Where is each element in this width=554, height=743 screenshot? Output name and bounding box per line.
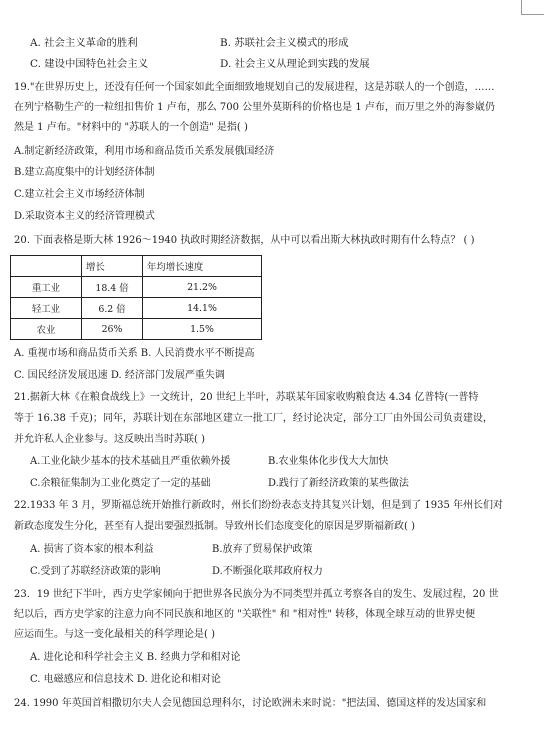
q18-option-d: D. 社会主义从理论到实践的发展	[220, 58, 370, 70]
q22-option-c: C.受到了苏联经济政策的影响	[30, 566, 161, 577]
table-header-cell: 年均增长速度	[143, 256, 262, 277]
table-cell: 重工业	[11, 277, 82, 298]
q19-stem-line2: 在列宁格勒生产的一粒纽扣售价 1 卢布，那么 700 公里外莫斯科的价格也是 1 卢布，而万里之外的海参崴仍	[14, 102, 495, 113]
q21-option-b: B.农业集体化步伐大大加快	[268, 456, 389, 467]
q19-option-a: A.制定新经济政策，利用市场和商品货币关系发展俄国经济	[14, 146, 275, 157]
q19-option-d: D.采取资本主义的经济管理模式	[14, 211, 155, 222]
table-row	[11, 277, 262, 298]
table-cell: 21.2%	[143, 277, 262, 298]
economic-data-table	[10, 255, 262, 340]
q21-option-c: C.余粮征集制为工业化奠定了一定的基础	[30, 478, 211, 489]
table-cell: 轻工业	[11, 298, 82, 319]
table-cell: 18.4 倍	[82, 277, 143, 298]
q22-stem-line1: 22.1933 年 3 月，罗斯福总统开始推行新政时，州长们纷纷表态支持其复兴计划，但是到了 1935 年州长们对	[14, 500, 504, 511]
q22-option-b: B.放弃了贸易保护政策	[212, 544, 313, 555]
q22-stem-line2: 新政态度发生分化，甚至有人提出要强烈抵制。导致州长们态度变化的原因是罗斯福新政( )	[14, 521, 415, 532]
q21-stem-line1: 21.据新大林《在粮食战线上》一文统计，20 世纪上半叶，苏联某年国家收购粮食达 4.34 亿普特(一普特	[14, 392, 479, 403]
q21-option-a: A.工业化缺少基本的技术基础且严重依赖外援	[30, 456, 231, 467]
q21-stem-line2: 等于 16.38 千克)；同年，苏联计划在东部地区建立一批工厂，经讨论决定，部分工厂由外国公司负责建设，	[14, 413, 493, 424]
q18-option-b: B. 苏联社会主义模式的形成	[220, 37, 349, 49]
q18-option-a: A. 社会主义革命的胜利	[30, 37, 138, 49]
table-cell: 14.1%	[143, 298, 262, 319]
q23-stem-line2: 纪以后，西方史学家的注意力向不同民族和地区的 "关联性" 和 "相对性" 转移，体现全球互动的世界史便	[14, 609, 476, 620]
q18-option-c: C. 建设中国特色社会主义	[30, 58, 149, 70]
table-row	[11, 319, 262, 340]
q23-stem-line3: 应运而生。与这一变化最相关的科学理论是( )	[14, 629, 215, 640]
table-cell: 1.5%	[143, 319, 262, 340]
q19-stem-line1: 19."在世界历史上，还没有任何一个国家如此全面细致地规划自己的发展进程，这是苏联人的一个创造，……	[14, 82, 495, 93]
q22-option-a: A. 损害了资本家的根本利益	[30, 544, 154, 555]
q23-options-cd: C. 电磁感应和信息技术 D. 进化论和相对论	[30, 674, 221, 685]
table-row	[11, 298, 262, 319]
q21-option-d: D.践行了新经济政策的某些做法	[268, 478, 409, 489]
table-cell: 农业	[11, 319, 82, 340]
table-cell: 6.2 倍	[82, 298, 143, 319]
q23-stem-line1: 23．19 世纪下半叶，西方史学家倾向于把世界各民族分为不同类型并孤立考察各自的发生、发展过程，20 世	[14, 589, 499, 600]
q20-stem: 20. 下面表格是斯大林 1926～1940 执政时期经济数据，从中可以看出斯大林执政时期有什么特点？ ( )	[14, 235, 475, 246]
table-header-cell	[11, 256, 82, 277]
q21-stem-line3: 并允许私人企业参与。这反映出当时苏联( )	[14, 434, 205, 445]
q19-stem-line3: 然是 1 卢布。"材料中的 "苏联人的一个创造" 是指( )	[14, 122, 248, 133]
page-corner-mark	[521, 0, 544, 15]
q20-options-cd: C. 国民经济发展迅速 D. 经济部门发展严重失调	[14, 370, 225, 381]
q23-options-ab: A. 进化论和科学社会主义 B. 经典力学和相对论	[30, 652, 241, 663]
table-cell: 26%	[82, 319, 143, 340]
q22-option-d: D.不断强化联邦政府权力	[212, 566, 323, 577]
q24-stem: 24. 1990 年英国首相撒切尔夫人会见德国总理科尔，讨论欧洲未来时说："把法国、德国这样的发达国家和	[14, 698, 487, 709]
q19-option-b: B.建立高度集中的计划经济体制	[14, 167, 155, 178]
table-header-cell: 增长	[82, 256, 143, 277]
q20-options-ab: A. 重视市场和商品货币关系 B. 人民消费水平不断提高	[14, 348, 255, 359]
q19-option-c: C.建立社会主义市场经济体制	[14, 189, 145, 200]
table-header-row	[11, 256, 262, 277]
